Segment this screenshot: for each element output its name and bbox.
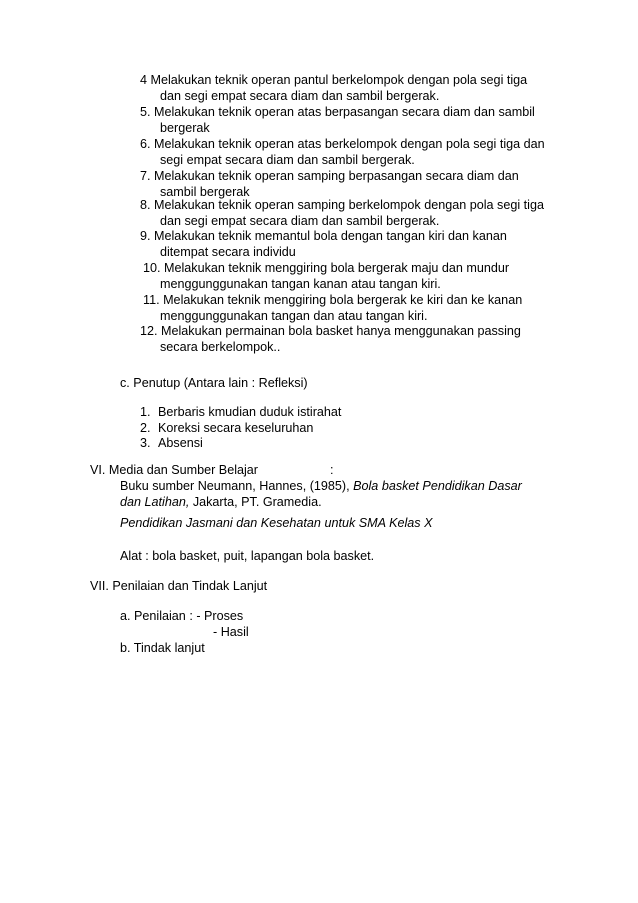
step-6-line-1: 6. Melakukan teknik operan atas berkelompok dengan pola segi tiga dan <box>140 137 545 151</box>
media-book-1-prefix: Buku sumber Neumann, Hannes, (1985), <box>120 479 354 493</box>
media-alat: Alat : bola basket, puit, lapangan bola basket. <box>120 549 375 563</box>
step-9-line-2: ditempat secara individu <box>160 245 296 259</box>
step-5-line-1: 5. Melakukan teknik operan atas berpasangan secara diam dan sambil <box>140 105 535 119</box>
step-10-line-2: menggunggunakan tangan kanan atau tangan kiri. <box>160 277 441 291</box>
step-12-line-2: secara berkelompok.. <box>160 340 281 354</box>
penutup-item-1-num: 1. <box>140 405 151 419</box>
step-7-line-2: sambil bergerak <box>160 185 250 199</box>
media-book-2 <box>120 515 432 531</box>
media-heading-colon: : <box>330 463 334 477</box>
step-4-line-1: 4 Melakukan teknik operan pantul berkelompok dengan pola segi tiga <box>140 73 528 87</box>
step-10-line-1: 10. Melakukan teknik menggiring bola bergerak maju dan mundur <box>143 261 510 275</box>
penutup-item-2-num: 2. <box>140 421 151 435</box>
penutup-item-2-text: Koreksi secara keseluruhan <box>158 421 314 435</box>
step-9-line-1: 9. Melakukan teknik memantul bola dengan tangan kiri dan kanan <box>140 229 507 243</box>
step-12-line-1: 12. Melakukan permainan bola basket hanya menggunakan passing <box>140 324 521 338</box>
penutup-item-3-num: 3. <box>140 436 151 450</box>
penilaian-heading: VII. Penilaian dan Tindak Lanjut <box>90 579 268 593</box>
penutup-item-1-text: Berbaris kmudian duduk istirahat <box>158 405 342 419</box>
media-book-1-suffix: Jakarta, PT. Gramedia. <box>189 495 322 509</box>
step-7-line-1: 7. Melakukan teknik operan samping berpasangan secara diam dan <box>140 169 519 183</box>
step-11-line-2: menggunggunakan tangan dan atau tangan kiri. <box>160 309 428 323</box>
media-book-1 <box>120 478 522 494</box>
media-book-1-title-2: dan Latihan, <box>120 495 190 509</box>
step-8-line-1: 8. Melakukan teknik operan samping berkelompok dengan pola segi tiga <box>140 198 544 212</box>
step-6-line-2: segi empat secara diam dan sambil bergerak. <box>160 153 415 167</box>
penutup-item-3 <box>140 435 203 451</box>
media-heading: VI. Media dan Sumber Belajar <box>90 463 259 477</box>
penilaian-b: b. Tindak lanjut <box>120 641 205 655</box>
media-book-2-title: Pendidikan Jasmani dan Kesehatan untuk SMA Kelas X <box>120 516 433 530</box>
penutup-heading: c. Penutup (Antara lain : Refleksi) <box>120 376 308 390</box>
penutup-item-3-text: Absensi <box>158 436 203 450</box>
penutup-item-1 <box>140 404 341 420</box>
step-8-line-2: dan segi empat secara diam dan sambil bergerak. <box>160 214 440 228</box>
media-book-1-cont <box>120 494 322 510</box>
penilaian-a-hasil: - Hasil <box>213 625 249 639</box>
step-5-line-2: bergerak <box>160 121 210 135</box>
penutup-item-2 <box>140 420 313 436</box>
penilaian-a: a. Penilaian : - Proses <box>120 609 244 623</box>
step-11-line-1: 11. Melakukan teknik menggiring bola bergerak ke kiri dan ke kanan <box>143 293 523 307</box>
step-4-line-2: dan segi empat secara diam dan sambil bergerak. <box>160 89 440 103</box>
media-book-1-title: Bola basket Pendidikan Dasar <box>353 479 522 493</box>
